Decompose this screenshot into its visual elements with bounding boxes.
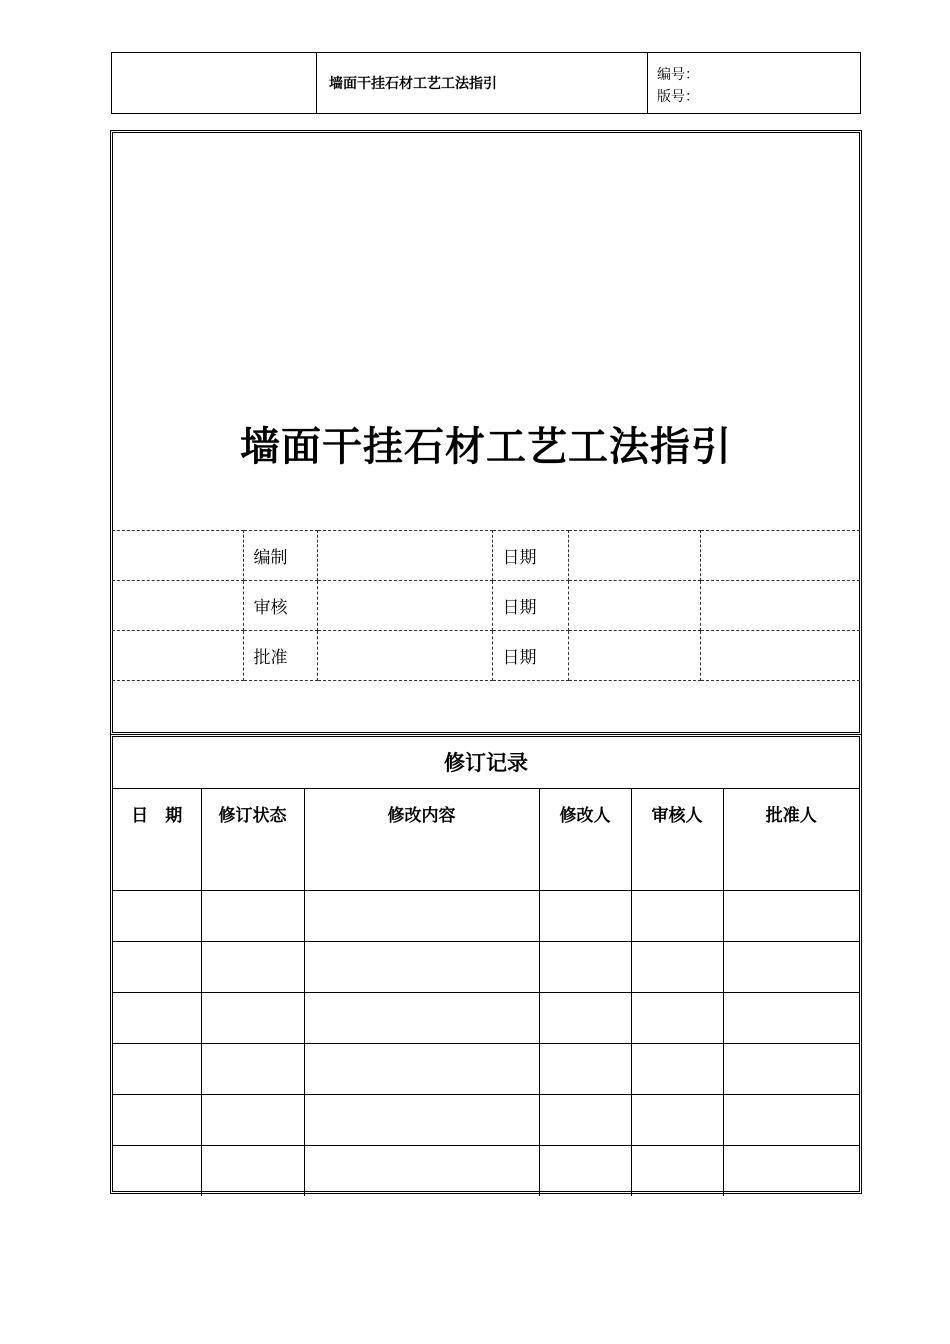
col-header-content: 修改内容: [304, 788, 539, 839]
signoff-date-field[interactable]: [568, 631, 700, 681]
revision-cell-status[interactable]: [201, 1145, 304, 1196]
revision-cell-date[interactable]: [113, 890, 201, 941]
revision-cell-approver[interactable]: [723, 992, 859, 1043]
signoff-name-field[interactable]: [317, 631, 492, 681]
revision-cell-content[interactable]: [304, 839, 539, 890]
revision-cell-approver[interactable]: [723, 890, 859, 941]
revision-row: [113, 1043, 859, 1094]
revision-table: [113, 737, 859, 1196]
col-header-modifier: 修改人: [539, 788, 631, 839]
revision-cell-approver[interactable]: [723, 941, 859, 992]
revision-cell-status[interactable]: [201, 890, 304, 941]
signoff-blank: [112, 631, 243, 681]
col-header-status: 修订状态: [201, 788, 304, 839]
revision-cell-date[interactable]: [113, 992, 201, 1043]
revision-cell-approver[interactable]: [723, 1043, 859, 1094]
signoff-table: [112, 530, 860, 731]
signoff-date-field[interactable]: [568, 581, 700, 631]
revision-row: [113, 941, 859, 992]
revision-cell-modifier[interactable]: [539, 941, 631, 992]
signoff-row: [112, 581, 860, 631]
signoff-row: [112, 531, 860, 581]
revision-cell-reviewer[interactable]: [631, 941, 723, 992]
revision-cell-approver[interactable]: [723, 839, 859, 890]
revision-cell-date[interactable]: [113, 1094, 201, 1145]
header-number-label: 编号：: [657, 67, 699, 83]
revision-cell-content[interactable]: [304, 1094, 539, 1145]
revision-row: [113, 992, 859, 1043]
revision-cell-content[interactable]: [304, 890, 539, 941]
signoff-date-label: 日期: [492, 531, 568, 581]
revision-cell-modifier[interactable]: [539, 1145, 631, 1196]
revision-title: 修订记录: [113, 737, 859, 788]
revision-title-row: [113, 737, 859, 788]
revision-cell-reviewer[interactable]: [631, 992, 723, 1043]
revision-cell-status[interactable]: [201, 941, 304, 992]
revision-cell-modifier[interactable]: [539, 1094, 631, 1145]
signoff-date-label: 日期: [492, 581, 568, 631]
header-doc-title: 墙面干挂石材工艺工法指引: [317, 53, 648, 113]
signoff-blank: [112, 531, 243, 581]
revision-box: [110, 734, 862, 1194]
signoff-blank: [700, 531, 860, 581]
signoff-name-field[interactable]: [317, 581, 492, 631]
revision-row: [113, 1145, 859, 1196]
revision-cell-modifier[interactable]: [539, 839, 631, 890]
signoff-role-label: 编制: [243, 531, 317, 581]
revision-cell-status[interactable]: [201, 839, 304, 890]
revision-cell-reviewer[interactable]: [631, 839, 723, 890]
header-logo-cell: [112, 53, 317, 113]
revision-cell-date[interactable]: [113, 941, 201, 992]
revision-cell-status[interactable]: [201, 1043, 304, 1094]
col-header-date: 日 期: [113, 788, 201, 839]
revision-cell-content[interactable]: [304, 1145, 539, 1196]
signoff-blank: [700, 581, 860, 631]
revision-row: [113, 890, 859, 941]
signoff-date-label: 日期: [492, 631, 568, 681]
revision-cell-reviewer[interactable]: [631, 890, 723, 941]
revision-cell-reviewer[interactable]: [631, 1145, 723, 1196]
header-meta: [648, 53, 860, 113]
revision-cell-modifier[interactable]: [539, 1043, 631, 1094]
revision-cell-approver[interactable]: [723, 1145, 859, 1196]
revision-cell-modifier[interactable]: [539, 890, 631, 941]
revision-body: [113, 839, 859, 1196]
signoff-blank: [112, 581, 243, 631]
col-header-approver: 批准人: [723, 788, 859, 839]
revision-cell-reviewer[interactable]: [631, 1094, 723, 1145]
revision-cell-date[interactable]: [113, 1043, 201, 1094]
cover-title: 墙面干挂石材工艺工法指引: [240, 424, 732, 470]
signoff-date-field[interactable]: [568, 531, 700, 581]
revision-cell-date[interactable]: [113, 1145, 201, 1196]
revision-cell-approver[interactable]: [723, 1094, 859, 1145]
signoff-spacer-row: [112, 681, 860, 731]
signoff-role-label: 批准: [243, 631, 317, 681]
revision-cell-content[interactable]: [304, 1043, 539, 1094]
signoff-row: [112, 631, 860, 681]
revision-row: [113, 1094, 859, 1145]
revision-cell-modifier[interactable]: [539, 992, 631, 1043]
revision-header-row: [113, 788, 859, 839]
col-header-reviewer: 审核人: [631, 788, 723, 839]
revision-cell-reviewer[interactable]: [631, 1043, 723, 1094]
page-header: [111, 52, 861, 114]
signoff-name-field[interactable]: [317, 531, 492, 581]
header-version-label: 版号：: [657, 89, 699, 105]
revision-cell-status[interactable]: [201, 992, 304, 1043]
revision-cell-date[interactable]: [113, 839, 201, 890]
signoff-blank: [700, 631, 860, 681]
signoff-role-label: 审核: [243, 581, 317, 631]
revision-cell-content[interactable]: [304, 992, 539, 1043]
signoff-spacer: [112, 681, 860, 731]
revision-cell-content[interactable]: [304, 941, 539, 992]
revision-cell-status[interactable]: [201, 1094, 304, 1145]
revision-row: [113, 839, 859, 890]
